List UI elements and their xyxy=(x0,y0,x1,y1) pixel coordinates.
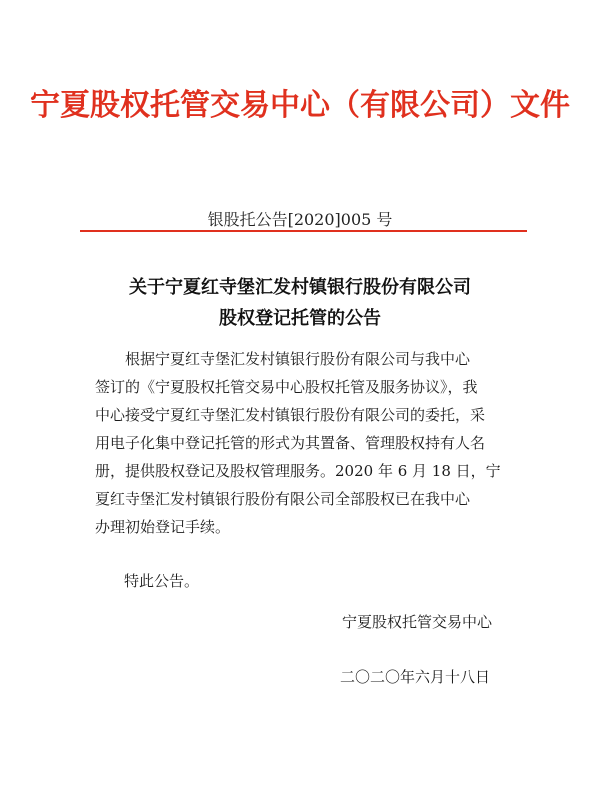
signature-organization: 宁夏股权托管交易中心 xyxy=(342,613,493,631)
body-line: 签订的《宁夏股权托管交易中心股权托管及服务协议》，我 xyxy=(95,378,478,396)
notice-title-line-1: 关于宁夏红寺堡汇发村镇银行股份有限公司 xyxy=(129,277,471,298)
document-number: 银股托公告[2020]005 号 xyxy=(207,210,393,229)
body-line: 夏红寺堡汇发村镇银行股份有限公司全部股权已在我中心 xyxy=(95,490,471,508)
notice-title-line-2: 股权登记托管的公告 xyxy=(219,308,381,329)
red-divider-line xyxy=(80,230,527,232)
body-line: 册，提供股权登记及股权管理服务。2020 年 6 月 18 日，宁 xyxy=(95,462,501,480)
body-line: 中心接受宁夏红寺堡汇发村镇银行股份有限公司的委托，采 xyxy=(95,406,486,424)
header-title: 宁夏股权托管交易中心（有限公司）文件 xyxy=(30,88,570,123)
closing-statement: 特此公告。 xyxy=(124,572,200,590)
body-line: 用电子化集中登记托管的形式为其置备、管理股权持有人名 xyxy=(95,434,486,452)
signature-date: 二〇二〇年六月十八日 xyxy=(340,668,491,686)
body-line: 办理初始登记手续。 xyxy=(95,518,231,536)
body-line: 根据宁夏红寺堡汇发村镇银行股份有限公司与我中心 xyxy=(95,350,471,368)
notice-body xyxy=(95,345,520,541)
